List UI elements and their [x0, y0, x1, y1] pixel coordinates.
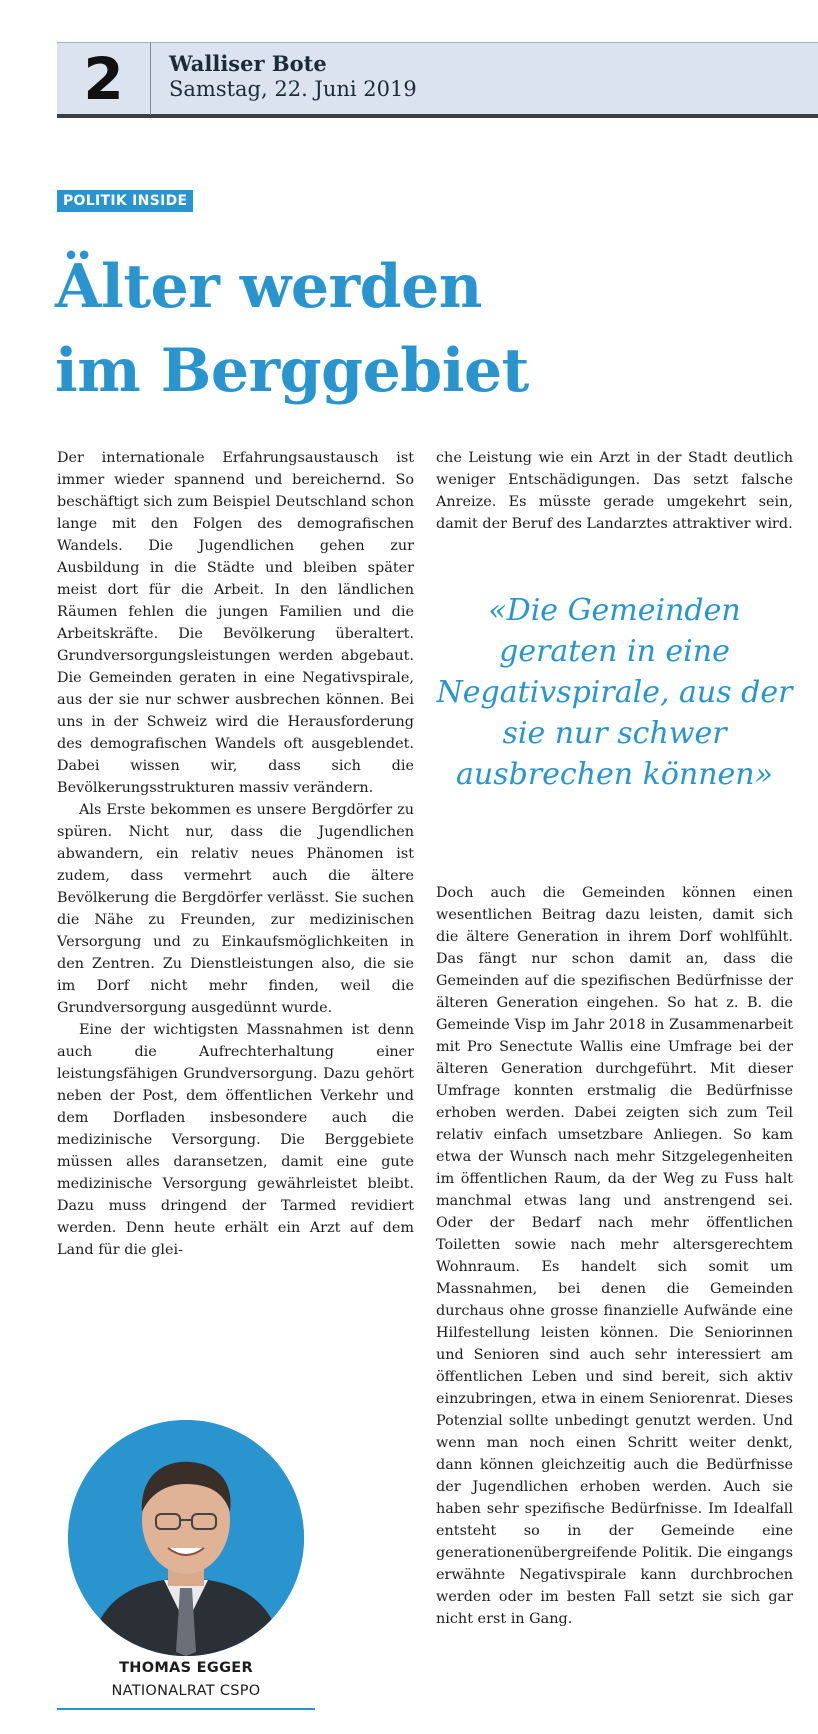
- publication-name: Walliser Bote: [169, 51, 327, 76]
- author-portrait-illustration: [68, 1420, 304, 1656]
- page-number: 2: [57, 43, 151, 115]
- paragraph: Doch auch die Gemeinden können einen wesentlichen Beitrag dazu leisten, damit sich die ältere Generation in ihrem Dorf wohlfühlt. Das fängt nur schon damit an, dass die Gemeinden auf die spezifischen Bedürfnisse der älteren Generation eingehen. So hat z. B. die Gemeinde Visp im Jahr 2018 in Zusammenarbeit mit Pro Senectute Wallis eine Umfrage bei der älteren Generation durchgeführt. Mit dieser Umfrage konnten erstmalig die Bedürfnisse erhoben werden. Dabei zeigten sich zum Teil relativ einfach umsetzbare Anliegen. So kam etwa der Wunsch nach mehr Sitzgelegenheiten im öffentlichen Raum, da der Weg zu Fuss halt manchmal etwas lang und anstrengend sei. Oder der Bedarf nach mehr öffentlichen Toiletten sowie nach mehr altersgerechtem Wohnraum. Es handelt sich somit um Massnahmen, bei denen die Gemeinden durchaus ohne grosse finanzielle Aufwände eine Hilfestellung leisten können. Die Seniorinnen und Senioren sind auch sehr interessiert am öffentlichen Leben und sind bereit, sich aktiv einzubringen, etwa in einem Seniorenrat. Dieses Potenzial sollte unbedingt genutzt werden. Und wenn man noch einen Schritt weiter denkt, dann können gleichzeitig auch die Bedürfnisse der Jugendlichen erhoben werden. Auch sie haben sehr spezifische Bedürfnisse. Im Idealfall entsteht so in der Gemeinde eine generationenübergreifende Politik. Die eingangs erwähnte Negativspirale kann durchbrochen werden oder im besten Fall setzt sie sich gar nicht erst in Gang.: [436, 885, 793, 1627]
- left-column: [57, 447, 414, 1261]
- author-name: THOMAS EGGER: [119, 1660, 253, 1676]
- author-divider: [57, 1708, 315, 1710]
- page-header: [57, 42, 818, 118]
- right-column-top: [436, 447, 793, 535]
- author-photo: [68, 1420, 304, 1656]
- paragraph: Eine der wichtigsten Massnahmen ist denn auch die Aufrechterhaltung einer leistungsfähigen Grundversorgung. Dazu gehört neben der Post, dem öffentlichen Verkehr und dem Dorfladen insbesondere auch die medizinische Versorgung. Die Berggebiete müssen alles daransetzen, damit eine gute medizinische Versorgung gewährleistet bleibt. Dazu muss dringend der Tarmed revidiert werden. Denn heute erhält ein Arzt auf dem Land für die glei-: [57, 1022, 414, 1258]
- headline-line-2: im Berggebiet: [55, 336, 529, 406]
- pull-quote: «Die Gemeinden geraten in eine Negativspirale, aus der sie nur schwer ausbrechen können»: [436, 593, 793, 792]
- publication-date: Samstag, 22. Juni 2019: [169, 77, 417, 101]
- author-role: NATIONALRAT CSPO: [111, 1683, 261, 1699]
- paragraph: Als Erste bekommen es unsere Bergdörfer zu spüren. Nicht nur, dass die Jugendlichen abwandern, ein relativ neues Phänomen ist zudem, dass vermehrt auch die ältere Bevölkerung die Bergdörfer verlässt. Sie suchen die Nähe zu Freunden, zur medizinischen Versorgung und zu Einkaufsmöglichkeiten in den Zentren. Zu Dienstleistungen also, die sie im Dorf nicht mehr finden, weil die Grundversorgung ausgedünnt wurde.: [57, 802, 414, 1016]
- category-badge: POLITIK INSIDE: [57, 190, 193, 212]
- paragraph: che Leistung wie ein Arzt in der Stadt deutlich weniger Entschädigungen. Das setzt falsche Anreize. Es müsste gerade umgekehrt sein, damit der Beruf des Landarztes attraktiver wird.: [436, 450, 793, 532]
- article-headline: [55, 245, 755, 413]
- headline-line-1: Älter werden: [55, 252, 482, 322]
- right-column-bottom: [436, 882, 793, 1630]
- paragraph: Der internationale Erfahrungsaustausch ist immer wieder spannend und bereichernd. So beschäftigt sich zum Beispiel Deutschland schon lange mit den Folgen des demografischen Wandels. Die Jugendlichen gehen zur Ausbildung in die Städte und bleiben später meist dort für die Arbeit. In den ländlichen Räumen fehlen die jungen Familien und die Arbeitskräfte. Die Bevölkerung überaltert. Grundversorgungsleistungen werden abgebaut. Die Gemeinden geraten in eine Negativspirale, aus der sie nur schwer ausbrechen können. Bei uns in der Schweiz wird die Herausforderung des demografischen Wandels oft ausgeblendet. Dabei wissen wir, dass sich die Bevölkerungsstrukturen massiv verändern.: [57, 450, 414, 796]
